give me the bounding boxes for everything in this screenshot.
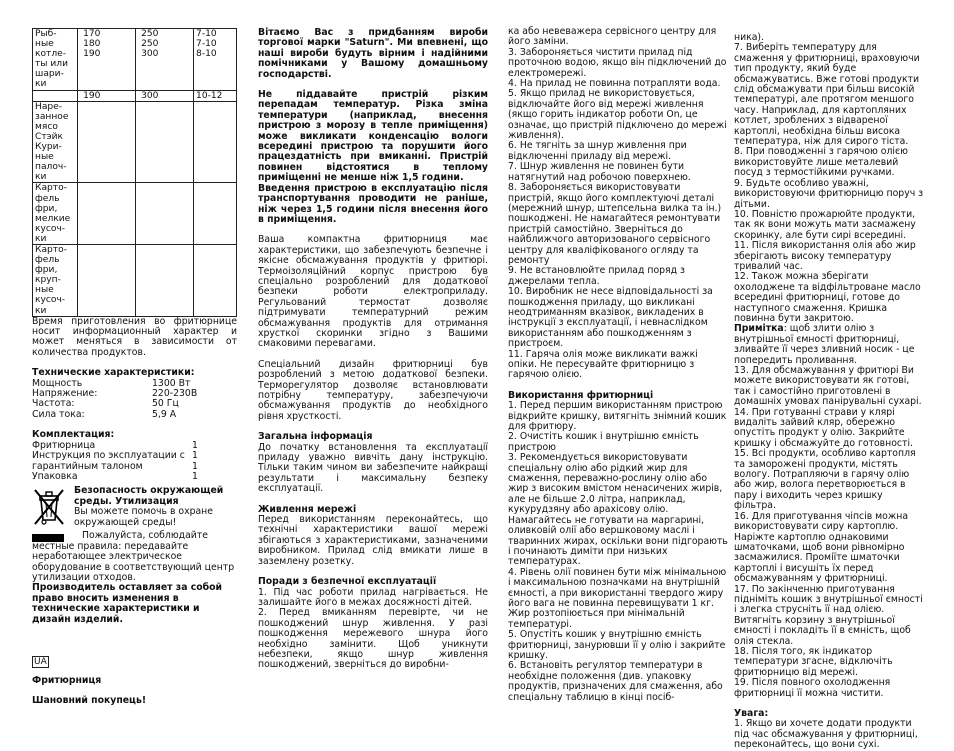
transport-warning: Введення пристрою в експлуатацію після транспортування проводити не раніше, ніж через 1,5 години після внесення його в приміщення. [258, 182, 488, 225]
table-cell [78, 183, 136, 245]
table-cell [78, 244, 136, 316]
spec-value: 220-230В [152, 388, 198, 400]
recycle-text-1: Вы можете помочь в охране окружающей среды! [74, 506, 213, 528]
table-cell: 190 [78, 90, 136, 101]
table-cell: Карто- фель фри, круп- ные кусоч- ки [33, 244, 78, 316]
spec-value: 50 Гц [152, 398, 179, 410]
table-cell [136, 101, 194, 183]
recycle-title: Безопасность окружающей среды. Утилизация [74, 485, 224, 507]
power-text: Перед використанням переконайтесь, що технічні характеристики вашої мережі збігаються з характеристиками, зазначеними виробником. Прилад слід вмикати лише в заземлену розетку. [258, 514, 488, 567]
col4-text-10: 15. Всі продукти, особливо картопля та заморожені продукти, містять вологу. Потрапляючи в гарячу олію або жир, волога перетворюється в пару і виходить через кришку фільтра. [734, 448, 916, 512]
spec-label: Сила тока: [32, 408, 85, 420]
attention-text: 1. Якщо ви хочете додати продукти під час обсмажування у фритюрниці, переконайтесь, що вони сухі. [734, 718, 918, 751]
table-cell: 250 250 300 [136, 29, 194, 91]
general-text: До початку встановлення та експлуатації приладу уважно вивчіть дану інструкцію. Тільки таким чином ви забезпечите найкращі результати і максимальну безпеку експлуатації. [258, 441, 488, 495]
col4-text-14: 19. Після повного охолодження фритюрниці її можна чистити. [734, 677, 891, 699]
col4-text-7: 12. Також можна зберігати охолоджене та відфільтроване масло всередині фритюрниці, готове до наступного смаження. Кришка повинна бути закритою. [734, 271, 921, 324]
temperature-warning: Не піддавайте пристрій різким перепадам температур. Різка зміна температури (наприклад, внесення пристрою з морозу в тепле приміщення) може викликати конденсацію вологи всередині пристрою та порушити його працездатність при вмиканні. Пристрій повинен відстоятися в теплому приміщенні не менше ніж 1,5 години. [258, 89, 488, 184]
table-cell [136, 183, 194, 245]
col4-text-4: 9. Будьте особливо уважні, використовуючи фритюрницю поруч з дітьми. [734, 177, 924, 210]
col3-text-10: 11. Гаряча олія може викликати важкі опіки. Не пересувайте фритюрницю з гарячою олією. [508, 348, 698, 381]
table-cell: 7-10 7-10 8-10 [194, 29, 237, 91]
note-paragraph [734, 324, 924, 366]
attention-title: Увага: [734, 708, 769, 719]
kit-quantity: 1 [192, 470, 198, 482]
power-title: Живлення мережі [258, 503, 357, 515]
spec-row [32, 410, 237, 420]
column-1 [32, 28, 237, 707]
col4-text-6: 11. Після використання олія або жир зберігають високу температуру тривалий час. [734, 240, 916, 272]
col4-text-12: 17. По закінченню приготування підніміть кошик з внутрішньої ємності і злегка струсніть її над олією. Витягніть корзину з внутрішньої ємності і покладіть її в ємність, щоб олія стекла. [734, 583, 923, 647]
col4-text-11: 16. Для приготування чіпсів можна використовувати сиру картоплю. Наріжте картоплю однаковими шматочками, щоб вони рівномірно засмажилися. Проміїте шматочки картоплі і висушіть їх перед обсмажуванням у фритюрниці. [734, 510, 909, 585]
spec-label: Частота: [32, 398, 75, 410]
usage-item-2: 2. Очистіть кошик і внутрішню ємність пристрою [508, 431, 699, 453]
table-cell: Рыб- ные котле- ты или шари- ки [33, 29, 78, 91]
col3-text-2: 3. Забороняється чистити прилад під проточною водою, якщо він підключений до електромережі. [508, 46, 727, 79]
usage-item-6: 6. Встановіть регулятор температури в необхідне положення (див. упаковку продуктів, призначених для смаження, або спеціальну таблицю в кінці посіб- [508, 660, 723, 703]
col3-text-9: 10. Виробник не несе відповідальності за пошкодження приладу, що викликані неодтриманням вказівок, викладених в інструкції з експлуатації, і невнаслідком використанням або пошкодженням з пристроєм. [508, 286, 713, 350]
greeting: Шановний покупець! [32, 695, 147, 707]
kit-item: гарантийным талоном [32, 460, 143, 472]
rights-notice: Производитель оставляет за собой право вносить изменения в технические характеристики и дизайн изделий. [32, 582, 223, 625]
table-cell: 300 [136, 90, 194, 101]
usage-item-3: 3. Рекомендується використовувати спеціальну олію або рідкий жир для смаження, переважно-рослину олію або жир з високим вмістом ненасичених жирів, але не більше 2.0 літра, наприклад, кукурудзяну або арахісову олію. Намагайтесь не готувати на маргарині, оливковій олії або вершковому маслі і тваринних жирах, оскільки вони підгорають і починають диміти при низьких температурах. [508, 452, 728, 568]
description-1: Ваша компактна фритюрниця має характеристики, що забезпечують безпечне і якісне обсмажування продуктів у фритюрі. Термоізоляційний корпус пристрою був спеціально розроблений для додаткової безпеки роботи електроприладу. Регульований термостат дозволяє підтримувати температурний режим обсмажування продуктів для отримання хрусткої скоринки згідно з Вашими смаковими перевагами. [258, 234, 488, 350]
language-badge: UA [34, 656, 47, 667]
specs-title: Технические характеристики: [32, 367, 195, 379]
cooking-table [32, 28, 237, 317]
spec-label: Напряжение: [32, 388, 98, 400]
description-2: Спеціальний дизайн фритюрниці був розроблений з метою додаткової безпеки. Терморегулятор дозволяє встановлювати потрібну температуру, забезпечуючи обсмажування продуктів до необхідного рівня хрусткості. [258, 358, 488, 422]
col4-text-3: 8. При поводженні з гарячою олією використовуйте лише металевий посуд з термостійкими ручками. [734, 146, 908, 179]
table-cell: 10-12 [194, 90, 237, 101]
spec-value: 1300 Вт [152, 377, 191, 389]
intro-text: Вітаємо Вас з придбанням вироби торгової марки "Saturn". Ми впевнені, що наші вироби будуть вірним і надійними помічниками у Вашому домашньому господарстві. [258, 27, 488, 80]
col3-text-3: 4. На прилад не повинна потрапляти вода. [508, 78, 721, 90]
col3-text-1: ка або невеважера сервісного центру для його заміни. [508, 26, 717, 48]
kit-quantity: 1 [192, 450, 198, 462]
usage-item-1: 1. Перед першим використанням пристрою відкрийте кришку, витягніть знімний кошик для фритюру. [508, 400, 727, 433]
table-cell [136, 244, 194, 316]
col3-text-4: 5. Якщо прилад не використовується, відключайте його від мережі живлення (якщо горить індикатор роботи On, це означає, що пристрій підключено до мережі живлення). [508, 88, 727, 142]
table-row [33, 90, 237, 101]
safety-title: Поради з безпечної експлуатації [258, 576, 437, 588]
note-label: Примітка [734, 323, 784, 335]
col3-text-6: 7. Шнур живлення не повинен бути натягнутий над робочою поверхнею. [508, 161, 691, 183]
column-3 [508, 27, 728, 703]
col3-text-7: 8. Забороняється використовувати пристрій, якщо його комплектуючі деталі (мережний шнур, штепсельна вилка та ін.) пошкоджені. Не намагайтеся ремонтувати пристрій самостійно. Зверніться до найближчого авторизованого сервісного центру для кваліфікованого огляду та ремонту [508, 182, 722, 266]
table-cell: Наре- занное мясо Стэйк Кури- ные палоч- ки [33, 101, 78, 183]
table-row [33, 183, 237, 245]
cooking-time-note: Время приготовления во фритюрнице носит информационный характер и может меняться в зависимости от количества продуктов. [32, 315, 237, 358]
col4-text-9: 14. При готуванні страви у клярі видаліть зайвий кляр, обережно опустіть продукт у олію. Закрийте кришку і обсмажуйте до готовності. [734, 406, 913, 449]
table-row [33, 244, 237, 316]
table-row [33, 101, 237, 183]
safety-item-1: 1. Під час роботи прилад нагрівається. Не залишайте його в межах досяжності дітей. [258, 586, 488, 608]
kit-item: Инструкция по эксплуатации с [32, 450, 185, 462]
safety-item-2: 2. Перед вмиканням перевірте, чи не пошкоджений шнур живлення. У разі пошкодження мережевого шнура його необхідно замінити. Щоб уникнути небезпеки, якщо шнур живлення пошкоджений, зверніться до виробни- [258, 607, 488, 671]
table-cell [194, 101, 237, 183]
kit-list [32, 441, 237, 483]
kit-title: Комплектация: [32, 429, 115, 441]
crossed-bin-icon [32, 486, 68, 542]
col4-text-8: 13. Для обсмажування у фритюрі Ви можете використовувати як готові, так і самостійно приготовлені в домашніх умовах панірувальні сухарі. [734, 365, 922, 408]
table-cell: Карто- фель фри, мелкие кусоч- ки [33, 183, 78, 245]
note-text: : щоб злити олію з внутрішньої ємності фритюрниці, зливайте її через зливний носик - це попередить проливання. [734, 323, 915, 366]
col3-text-8: 9. Не встановлюйте прилад поряд з джерелами тепла. [508, 265, 685, 287]
col4-text-2: 7. Виберіть температуру для смаження у фритюрниці, враховуючи тип продукту, який буде обсмажуватись. Вже готові продукти слід обсмажувати при більш високій температурі, але протягом меншого часу. Наприклад, для картопляних котлет, зроблених з відвареної картоплі, необхідна більш висока температура, ніж для сирого тіста. [734, 42, 920, 148]
table-cell [194, 244, 237, 316]
kit-quantity: 1 [192, 460, 198, 472]
col4-text-13: 18. Після того, як індикатор температури згасне, відключіть фритюрницю від мережі. [734, 645, 893, 678]
table-cell: 170 180 190 [78, 29, 136, 91]
table-cell [78, 101, 136, 183]
table-row [33, 29, 237, 91]
column-4 [734, 33, 924, 751]
usage-title: Використання фритюрниці [508, 389, 654, 401]
col3-text-5: 6. Не тягніть за шнур живлення при відключенні приладу від мережі. [508, 140, 687, 162]
kit-item: Фритюрница [32, 439, 96, 451]
spec-value: 5,9 А [152, 408, 177, 420]
kit-row [32, 451, 237, 461]
spec-label: Мощность [32, 377, 83, 389]
col4-text-1: ника). [734, 32, 765, 43]
col4-text-5: 10. Повністю прожарюйте продукти, так як вони можуть мати засмажену скоринку, але бути сирі всередині. [734, 208, 916, 241]
table-cell [194, 183, 237, 245]
usage-item-4: 4. Рівень олії повинен бути між мінімальною і максимальною позначками на внутрішній ємності, а при використанні твердого жиру його вага не повинна перевищувати 1 кг. Жир розтопіюється при мінімальній температурі. [508, 566, 727, 630]
kit-row [32, 472, 237, 482]
column-2 [258, 28, 488, 671]
table-cell [33, 90, 78, 101]
recycle-text-2: Пожалуйста, соблюдайте местные правила: передавайте неработающее электрическое оборудование в соответствующий центр утилизации отходов. [32, 530, 235, 583]
general-title: Загальна інформація [258, 431, 373, 443]
specs-list [32, 379, 237, 421]
kit-quantity: 1 [192, 439, 198, 451]
usage-item-5: 5. Опустіть кошик у внутрішню ємність фритюрниці, занурювши її у олію і закрийте кришку. [508, 629, 726, 661]
product-name: Фритюрниця [32, 674, 102, 686]
kit-item: Упаковка [32, 470, 78, 482]
